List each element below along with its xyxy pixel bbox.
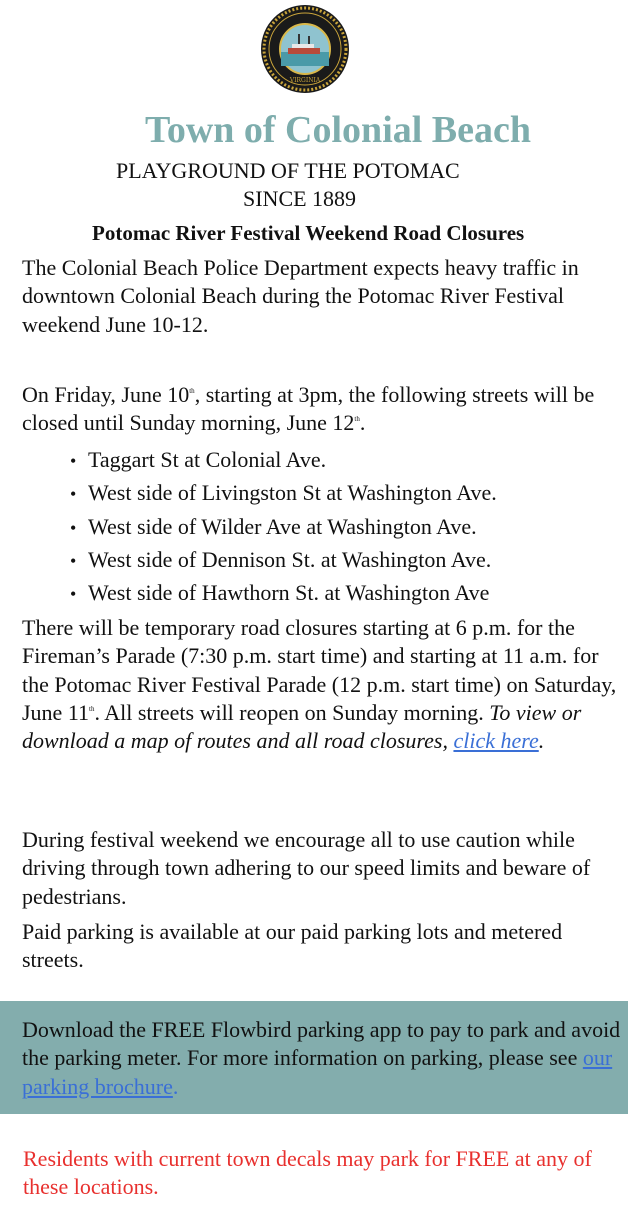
closure-lead-text: . xyxy=(359,410,366,436)
paid-parking-paragraph: Paid parking is available at our paid parking lots and metered streets. xyxy=(22,919,563,973)
list-item xyxy=(70,577,497,610)
parade-paragraph xyxy=(22,614,622,755)
section-heading: Potomac River Festival Weekend Road Closures xyxy=(92,221,525,245)
parking-app-copy: . xyxy=(172,1073,179,1099)
page-title: Town of Colonial Beach xyxy=(144,109,532,151)
parking-brochure-link[interactable]: our parking brochure xyxy=(22,1045,613,1099)
list-item xyxy=(70,444,497,477)
parade-text: . xyxy=(538,728,545,754)
parking-app-copy: Download the FREE Flowbird parking app to pay to park and avoid the parking meter. For more information on parking, please see xyxy=(22,1017,621,1071)
map-prompt-text: To view or download a map of routes and all road closures, xyxy=(22,699,582,754)
list-item xyxy=(70,511,497,544)
bullet-icon: • xyxy=(70,517,77,538)
tagline: PLAYGROUND OF THE POTOMAC xyxy=(116,158,460,183)
closure-street: Taggart St at Colonial Ave. xyxy=(88,447,327,472)
ordinal-suffix: th xyxy=(354,415,360,424)
list-item xyxy=(70,544,497,577)
parade-text: . All streets will reopen on Sunday morning. xyxy=(94,699,490,725)
intro-paragraph: The Colonial Beach Police Department expects heavy traffic in downtown Colonial Beach during the Potomac River Festival weekend June 10-12. xyxy=(22,255,579,337)
closure-street: West side of Hawthorn St. at Washington Ave xyxy=(88,580,490,606)
closure-street: West side of Wilder Ave at Washington Ave. xyxy=(88,513,477,539)
bullet-icon: • xyxy=(70,484,77,505)
closures-list xyxy=(70,444,497,610)
bullet-icon: • xyxy=(70,584,77,605)
list-item xyxy=(70,477,497,510)
closure-street: West side of Livingston St at Washington Ave. xyxy=(88,480,497,506)
svg-text:VIRGINIA: VIRGINIA xyxy=(289,77,321,84)
bullet-icon: • xyxy=(70,550,77,571)
closure-lead-text: On Friday, June 10 xyxy=(22,382,190,407)
map-click-here-link[interactable]: click here xyxy=(453,728,539,754)
closure-lead-paragraph xyxy=(22,381,622,438)
ordinal-suffix: th xyxy=(89,704,95,713)
residents-note: Residents with current town decals may park for FREE at any of these locations. xyxy=(23,1146,592,1200)
ordinal-suffix: th xyxy=(189,387,195,395)
closure-street: West side of Dennison St. at Washington Ave. xyxy=(88,546,492,572)
parade-text: There will be temporary road closures starting at 6 p.m. for the Fireman’s Parade (7:30 p.m. start time) and starting at 11 a.m. for the Potomac River Festival Parade (12 p.m. start time) on Saturday, June 11 xyxy=(22,615,617,725)
parking-app-text xyxy=(22,1016,622,1101)
closure-lead-text: , starting at 3pm, the following streets will be closed until Sunday morning, June 12 xyxy=(22,382,595,436)
town-seal-icon xyxy=(258,4,352,94)
bullet-icon: • xyxy=(70,451,77,471)
caution-paragraph: During festival weekend we encourage all to use caution while driving through town adhering to our speed limits and beware of pedestrians. xyxy=(22,827,591,909)
parking-app-banner xyxy=(0,1001,628,1114)
since-year: SINCE 1889 xyxy=(243,186,357,211)
